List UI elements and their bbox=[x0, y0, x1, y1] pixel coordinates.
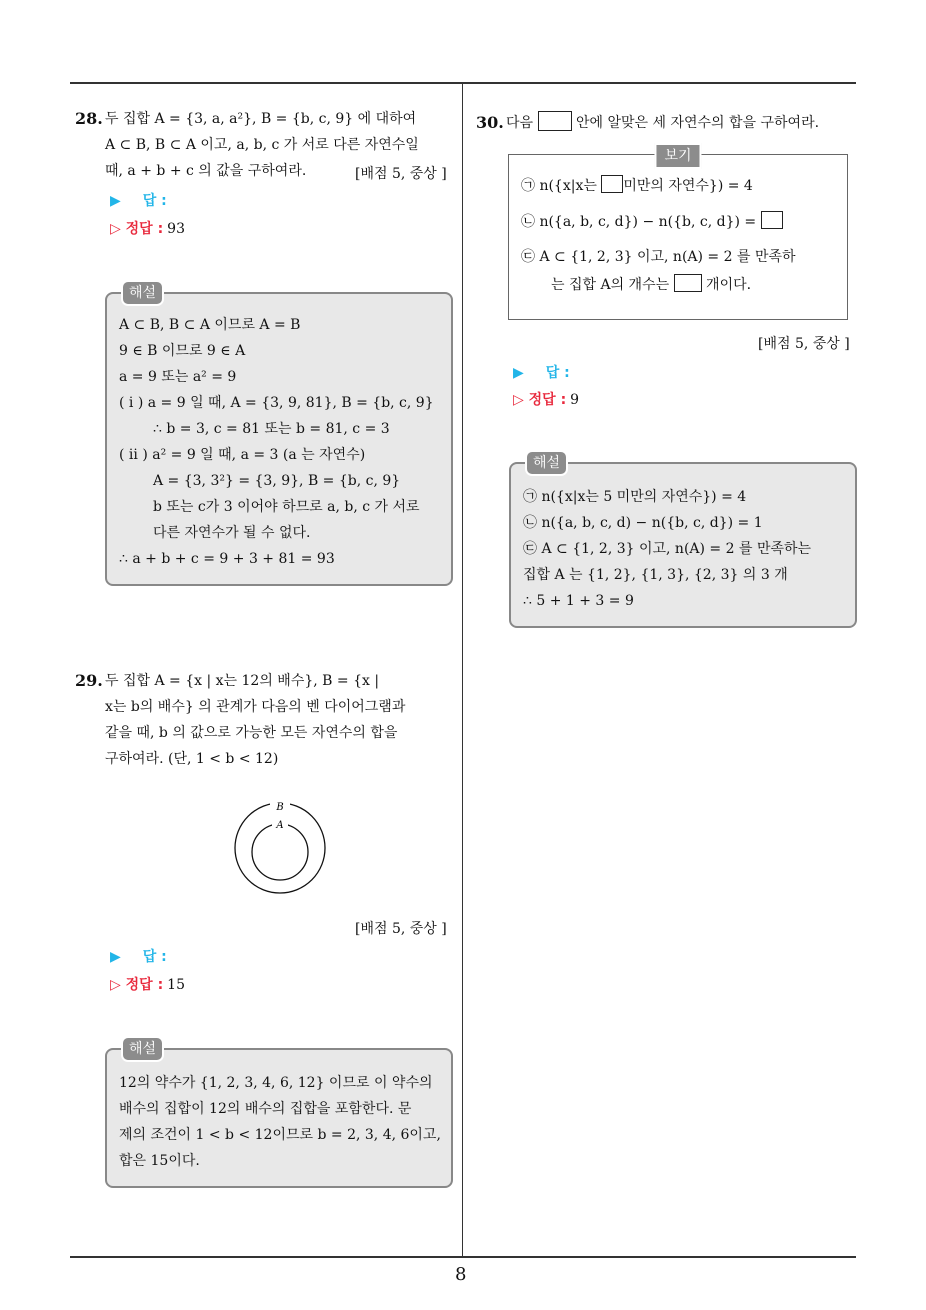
solution-line: 9 ∈ B 이므로 9 ∈ A bbox=[119, 343, 246, 359]
example-box bbox=[508, 148, 848, 320]
solution-line: 집합 A 는 {1, 2}, {1, 3}, {2, 3} 의 3 개 bbox=[523, 567, 788, 583]
example-tag: 보기 bbox=[654, 143, 701, 169]
outline-arrow-icon: ▷ bbox=[110, 221, 126, 237]
correct-answer-value: 9 bbox=[570, 392, 580, 408]
problem-text: 안에 알맞은 세 자연수의 합을 구하여라. bbox=[575, 115, 820, 131]
answer-label: 답 : bbox=[142, 193, 167, 209]
problem-30 bbox=[476, 110, 861, 136]
outline-arrow-icon: ▷ bbox=[110, 977, 126, 993]
inner-set-circle bbox=[252, 824, 308, 880]
venn-diagram bbox=[228, 796, 332, 900]
solution-line: 제의 조건이 1 < b < 12이므로 b = 2, 3, 4, 6이고, bbox=[119, 1127, 441, 1143]
answer-row bbox=[513, 362, 570, 382]
example-item: ㉠ n({x|x는 미만의 자연수}) = 4 bbox=[521, 171, 835, 201]
answer-blank bbox=[761, 211, 783, 229]
solution-line: b 또는 c가 3 이어야 하므로 a, b, c 가 서로 bbox=[153, 499, 420, 515]
solution-line: ㉢ A ⊂ {1, 2, 3} 이고, n(A) = 2 를 만족하는 bbox=[523, 541, 812, 557]
answer-row bbox=[110, 190, 167, 210]
correct-answer-label: ▷ 정답 : bbox=[110, 977, 164, 993]
solution-line: ( i ) a = 9 일 때, A = {3, 9, 81}, B = {b, c, 9} bbox=[119, 395, 434, 411]
answer-blank bbox=[538, 111, 572, 131]
solution-line: ㉡ n({a, b, c, d) − n({b, c, d}) = 1 bbox=[523, 515, 763, 531]
solution-box bbox=[509, 455, 857, 628]
solution-line: 다른 자연수가 될 수 없다. bbox=[153, 525, 311, 541]
problem-text: 같을 때, b 의 값으로 가능한 모든 자연수의 합을 bbox=[105, 725, 398, 741]
problem-number: 28. bbox=[75, 109, 103, 128]
solution-line: 합은 15이다. bbox=[119, 1153, 200, 1169]
problem-text: A ⊂ B, B ⊂ A 이고, a, b, c 가 서로 다른 자연수일 bbox=[105, 137, 419, 153]
solution-line: a = 9 또는 a² = 9 bbox=[119, 369, 237, 385]
answer-label: 답 : bbox=[545, 365, 570, 381]
solution-line: ∴ a + b + c = 9 + 3 + 81 = 93 bbox=[119, 551, 335, 567]
example-item: ㉡ n({a, b, c, d}) − n({b, c, d}) = bbox=[521, 207, 835, 237]
solution-tag: 해설 bbox=[121, 1036, 164, 1062]
example-item: 는 집합 A의 개수는 개이다. bbox=[521, 271, 835, 299]
solution-line: ㉠ n({x|x는 5 미만의 자연수}) = 4 bbox=[523, 489, 747, 505]
answer-label: 답 : bbox=[142, 949, 167, 965]
answer-blank bbox=[601, 175, 623, 193]
solution-line: A = {3, 3²} = {3, 9}, B = {b, c, 9} bbox=[153, 473, 401, 489]
problem-text: 두 집합 A = {x | x는 12의 배수}, B = {x | bbox=[105, 673, 380, 689]
problem-text: 다음 bbox=[506, 115, 534, 131]
correct-answer-value: 93 bbox=[167, 221, 185, 237]
outline-arrow-icon: ▷ bbox=[513, 392, 529, 408]
venn-label-b: B bbox=[276, 802, 284, 813]
solution-line: 배수의 집합이 12의 배수의 집합을 포함한다. 문 bbox=[119, 1101, 412, 1117]
top-rule bbox=[70, 82, 856, 84]
solution-box bbox=[105, 285, 453, 586]
problem-text: x는 b의 배수} 의 관계가 다음의 벤 다이어그램과 bbox=[105, 699, 406, 715]
problem-text: 두 집합 A = {3, a, a²}, B = {b, c, 9} 에 대하여 bbox=[105, 111, 417, 127]
problem-text: 구하여라. (단, 1 < b < 12) bbox=[105, 751, 279, 767]
example-item: ㉢ A ⊂ {1, 2, 3} 이고, n(A) = 2 를 만족하 bbox=[521, 249, 796, 265]
correct-answer-value: 15 bbox=[167, 977, 185, 993]
column-divider bbox=[462, 83, 463, 1256]
score-label: [배점 5, 중상 ] bbox=[355, 921, 447, 937]
solution-tag: 해설 bbox=[121, 280, 164, 306]
venn-label-a: A bbox=[276, 820, 284, 831]
correct-answer-label: ▷ 정답 : bbox=[110, 221, 164, 237]
correct-answer-row bbox=[110, 974, 185, 994]
score-label: [배점 5, 중상 ] bbox=[355, 166, 447, 182]
problem-number: 29. bbox=[75, 671, 103, 690]
solution-tag: 해설 bbox=[525, 450, 568, 476]
correct-answer-row bbox=[513, 389, 579, 409]
solution-line: ( ii ) a² = 9 일 때, a = 3 (a 는 자연수) bbox=[119, 447, 366, 463]
solution-line: ∴ 5 + 1 + 3 = 9 bbox=[523, 593, 634, 609]
score-label: [배점 5, 중상 ] bbox=[758, 336, 850, 352]
problem-29 bbox=[75, 668, 455, 772]
problem-text: 때, a + b + c 의 값을 구하여라. bbox=[105, 163, 307, 179]
solution-box bbox=[105, 1041, 453, 1188]
solution-line: 12의 약수가 {1, 2, 3, 4, 6, 12} 이므로 이 약수의 bbox=[119, 1075, 433, 1091]
play-arrow-icon: ▶ bbox=[110, 949, 121, 965]
page-number: 8 bbox=[455, 1264, 467, 1285]
answer-blank bbox=[674, 274, 702, 292]
answer-row bbox=[110, 946, 167, 966]
solution-line: A ⊂ B, B ⊂ A 이므로 A = B bbox=[119, 317, 301, 333]
play-arrow-icon: ▶ bbox=[513, 365, 524, 381]
solution-line: ∴ b = 3, c = 81 또는 b = 81, c = 3 bbox=[153, 421, 390, 437]
problem-number: 30. bbox=[476, 113, 504, 132]
bottom-rule bbox=[70, 1256, 856, 1258]
correct-answer-label: ▷ 정답 : bbox=[513, 392, 567, 408]
play-arrow-icon: ▶ bbox=[110, 193, 121, 209]
correct-answer-row bbox=[110, 218, 185, 238]
